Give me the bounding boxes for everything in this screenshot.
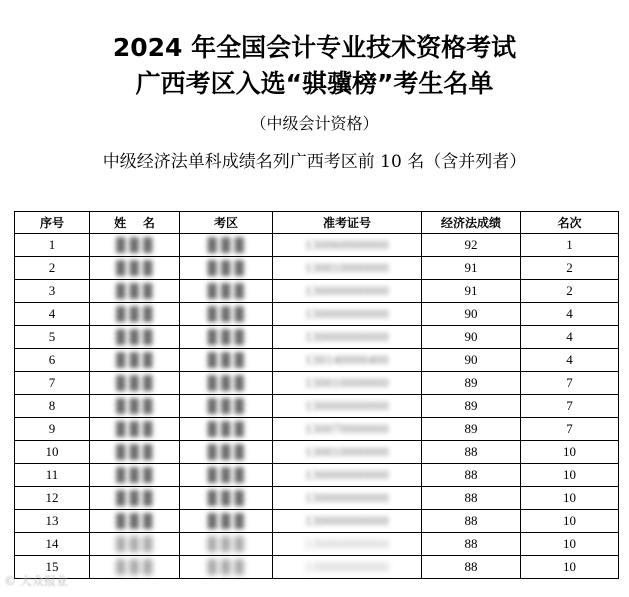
- table-header-row: [15, 212, 619, 234]
- cell-area-redacted: █ █ █: [207, 237, 245, 252]
- cell-seq: 11: [15, 464, 90, 487]
- cell-score: 88: [422, 533, 521, 556]
- cell-name-redacted: █ █ █: [116, 306, 153, 321]
- cell-ticket: [273, 464, 422, 487]
- cell-seq: 7: [15, 372, 90, 395]
- cell-area-redacted: █ █ █: [207, 260, 245, 275]
- table-body: [15, 234, 619, 579]
- ranking-table: [14, 211, 619, 579]
- cell-score: 90: [422, 326, 521, 349]
- cell-ticket: [273, 303, 422, 326]
- cell-seq: 3: [15, 280, 90, 303]
- cell-rank: 7: [521, 372, 619, 395]
- cell-area-redacted: █ █ █: [207, 559, 245, 574]
- column-header-seq: 序号: [15, 212, 90, 234]
- cell-score: 90: [422, 349, 521, 372]
- cell-seq: 12: [15, 487, 90, 510]
- cell-name: [90, 395, 180, 418]
- cell-rank: 10: [521, 533, 619, 556]
- cell-ticket-redacted: 130000000000: [305, 283, 389, 298]
- cell-ticket: [273, 510, 422, 533]
- cell-rank: 2: [521, 257, 619, 280]
- cell-score: 88: [422, 556, 521, 579]
- cell-area: [180, 280, 273, 303]
- table-row: [15, 372, 619, 395]
- cell-ticket-redacted: 130000000000: [305, 467, 389, 482]
- cell-seq: 13: [15, 510, 90, 533]
- cell-area: [180, 372, 273, 395]
- cell-score: 91: [422, 257, 521, 280]
- cell-name: [90, 533, 180, 556]
- cell-rank: 4: [521, 303, 619, 326]
- cell-score: 91: [422, 280, 521, 303]
- column-header-score: 经济法成绩: [422, 212, 521, 234]
- cell-area: [180, 234, 273, 257]
- cell-name-redacted: █ █ █: [116, 513, 153, 528]
- table-row: [15, 234, 619, 257]
- table-row: [15, 280, 619, 303]
- cell-ticket-redacted: 130000000000: [305, 306, 389, 321]
- cell-ticket-redacted: 130000000000: [305, 536, 389, 551]
- cell-name-redacted: █ █ █: [116, 375, 153, 390]
- table-row: [15, 464, 619, 487]
- cell-name-redacted: █ █ █: [116, 398, 153, 413]
- cell-seq: 10: [15, 441, 90, 464]
- document-title: 2024 年全国会计专业技术资格考试: [112, 33, 517, 62]
- cell-seq: 9: [15, 418, 90, 441]
- cell-area-redacted: █ █ █: [207, 306, 245, 321]
- cell-ticket: [273, 418, 422, 441]
- cell-rank: 10: [521, 487, 619, 510]
- cell-seq: 14: [15, 533, 90, 556]
- cell-name-redacted: █ █ █: [116, 352, 153, 367]
- cell-score: 92: [422, 234, 521, 257]
- table-row: [15, 487, 619, 510]
- cell-ticket-redacted: 130060000000: [305, 237, 389, 252]
- cell-name-redacted: █ █ █: [116, 490, 153, 505]
- cell-name: [90, 418, 180, 441]
- cell-area-redacted: █ █ █: [207, 352, 245, 367]
- cell-rank: 10: [521, 464, 619, 487]
- cell-area-redacted: █ █ █: [207, 329, 245, 344]
- cell-name: [90, 303, 180, 326]
- watermark: © 大众报业: [4, 574, 68, 588]
- table-row: [15, 418, 619, 441]
- cell-ticket-redacted: 130000000000: [305, 513, 389, 528]
- cell-area: [180, 349, 273, 372]
- table-row: [15, 257, 619, 280]
- column-header-name: 姓 名: [90, 212, 180, 234]
- cell-seq: 1: [15, 234, 90, 257]
- cell-name: [90, 234, 180, 257]
- cell-ticket: [273, 395, 422, 418]
- cell-name-redacted: █ █ █: [116, 444, 153, 459]
- cell-name: [90, 487, 180, 510]
- cell-area: [180, 556, 273, 579]
- cell-seq: 15: [15, 556, 90, 579]
- cell-rank: 4: [521, 349, 619, 372]
- cell-seq: 5: [15, 326, 90, 349]
- cell-ticket: [273, 326, 422, 349]
- table-row: [15, 510, 619, 533]
- cell-seq: 2: [15, 257, 90, 280]
- cell-area-redacted: █ █ █: [207, 536, 245, 551]
- cell-name-redacted: █ █ █: [116, 467, 153, 482]
- cell-name-redacted: █ █ █: [116, 559, 153, 574]
- cell-area: [180, 441, 273, 464]
- table-row: [15, 441, 619, 464]
- cell-seq: 6: [15, 349, 90, 372]
- cell-score: 89: [422, 395, 521, 418]
- cell-ticket-redacted: 130000000000: [305, 490, 389, 505]
- qualification-label: （中级会计资格）: [250, 114, 379, 133]
- cell-seq: 4: [15, 303, 90, 326]
- cell-area: [180, 395, 273, 418]
- cell-area-redacted: █ █ █: [207, 513, 245, 528]
- cell-area: [180, 487, 273, 510]
- cell-score: 89: [422, 418, 521, 441]
- cell-ticket: [273, 533, 422, 556]
- cell-name-redacted: █ █ █: [116, 283, 153, 298]
- column-header-ticket: 准考证号: [273, 212, 422, 234]
- cell-name: [90, 372, 180, 395]
- cell-score: 88: [422, 464, 521, 487]
- cell-area-redacted: █ █ █: [207, 375, 245, 390]
- cell-ticket: [273, 372, 422, 395]
- cell-name-redacted: █ █ █: [116, 237, 153, 252]
- cell-area-redacted: █ █ █: [207, 421, 245, 436]
- cell-name: [90, 280, 180, 303]
- cell-ticket-redacted: 130000000000: [305, 559, 389, 574]
- cell-rank: 2: [521, 280, 619, 303]
- cell-seq: 8: [15, 395, 90, 418]
- cell-area-redacted: █ █ █: [207, 398, 245, 413]
- cell-name-redacted: █ █ █: [116, 536, 153, 551]
- cell-ticket-redacted: 130000000000: [305, 398, 389, 413]
- cell-area-redacted: █ █ █: [207, 467, 245, 482]
- table-row: [15, 326, 619, 349]
- cell-ticket-redacted: 130140000400: [305, 352, 389, 367]
- cell-ticket: [273, 556, 422, 579]
- cell-rank: 1: [521, 234, 619, 257]
- table-row: [15, 349, 619, 372]
- cell-ticket-redacted: 130000000000: [305, 329, 389, 344]
- cell-ticket: [273, 234, 422, 257]
- cell-area-redacted: █ █ █: [207, 444, 245, 459]
- cell-name: [90, 510, 180, 533]
- cell-area-redacted: █ █ █: [207, 283, 245, 298]
- cell-rank: 10: [521, 556, 619, 579]
- column-header-rank: 名次: [521, 212, 619, 234]
- cell-area: [180, 326, 273, 349]
- cell-ticket: [273, 280, 422, 303]
- cell-name: [90, 326, 180, 349]
- cell-score: 89: [422, 372, 521, 395]
- cell-ticket: [273, 487, 422, 510]
- cell-ticket: [273, 349, 422, 372]
- table-row: [15, 395, 619, 418]
- cell-rank: 4: [521, 326, 619, 349]
- cell-area: [180, 303, 273, 326]
- table-row: [15, 533, 619, 556]
- document-subtitle: 广西考区入选“骐骥榜”考生名单: [135, 69, 494, 98]
- cell-name-redacted: █ █ █: [116, 260, 153, 275]
- cell-ticket-redacted: 130010000000: [305, 260, 389, 275]
- ranking-description: 中级经济法单科成绩名列广西考区前 10 名（含并列者）: [102, 152, 527, 172]
- cell-ticket: [273, 441, 422, 464]
- cell-area: [180, 418, 273, 441]
- cell-area: [180, 533, 273, 556]
- cell-score: 88: [422, 441, 521, 464]
- cell-ticket-redacted: 130070000000: [305, 421, 389, 436]
- cell-ticket-redacted: 130010000000: [305, 375, 389, 390]
- cell-ticket: [273, 257, 422, 280]
- cell-rank: 10: [521, 510, 619, 533]
- cell-rank: 7: [521, 418, 619, 441]
- cell-name: [90, 441, 180, 464]
- cell-name-redacted: █ █ █: [116, 329, 153, 344]
- cell-ticket-redacted: 130010000000: [305, 444, 389, 459]
- cell-name: [90, 464, 180, 487]
- cell-area: [180, 257, 273, 280]
- cell-area: [180, 510, 273, 533]
- cell-score: 88: [422, 487, 521, 510]
- cell-rank: 10: [521, 441, 619, 464]
- cell-score: 88: [422, 510, 521, 533]
- cell-name-redacted: █ █ █: [116, 421, 153, 436]
- cell-score: 90: [422, 303, 521, 326]
- table-row: [15, 303, 619, 326]
- cell-area: [180, 464, 273, 487]
- cell-name: [90, 349, 180, 372]
- cell-area-redacted: █ █ █: [207, 490, 245, 505]
- column-header-area: 考区: [180, 212, 273, 234]
- cell-name: [90, 257, 180, 280]
- cell-rank: 7: [521, 395, 619, 418]
